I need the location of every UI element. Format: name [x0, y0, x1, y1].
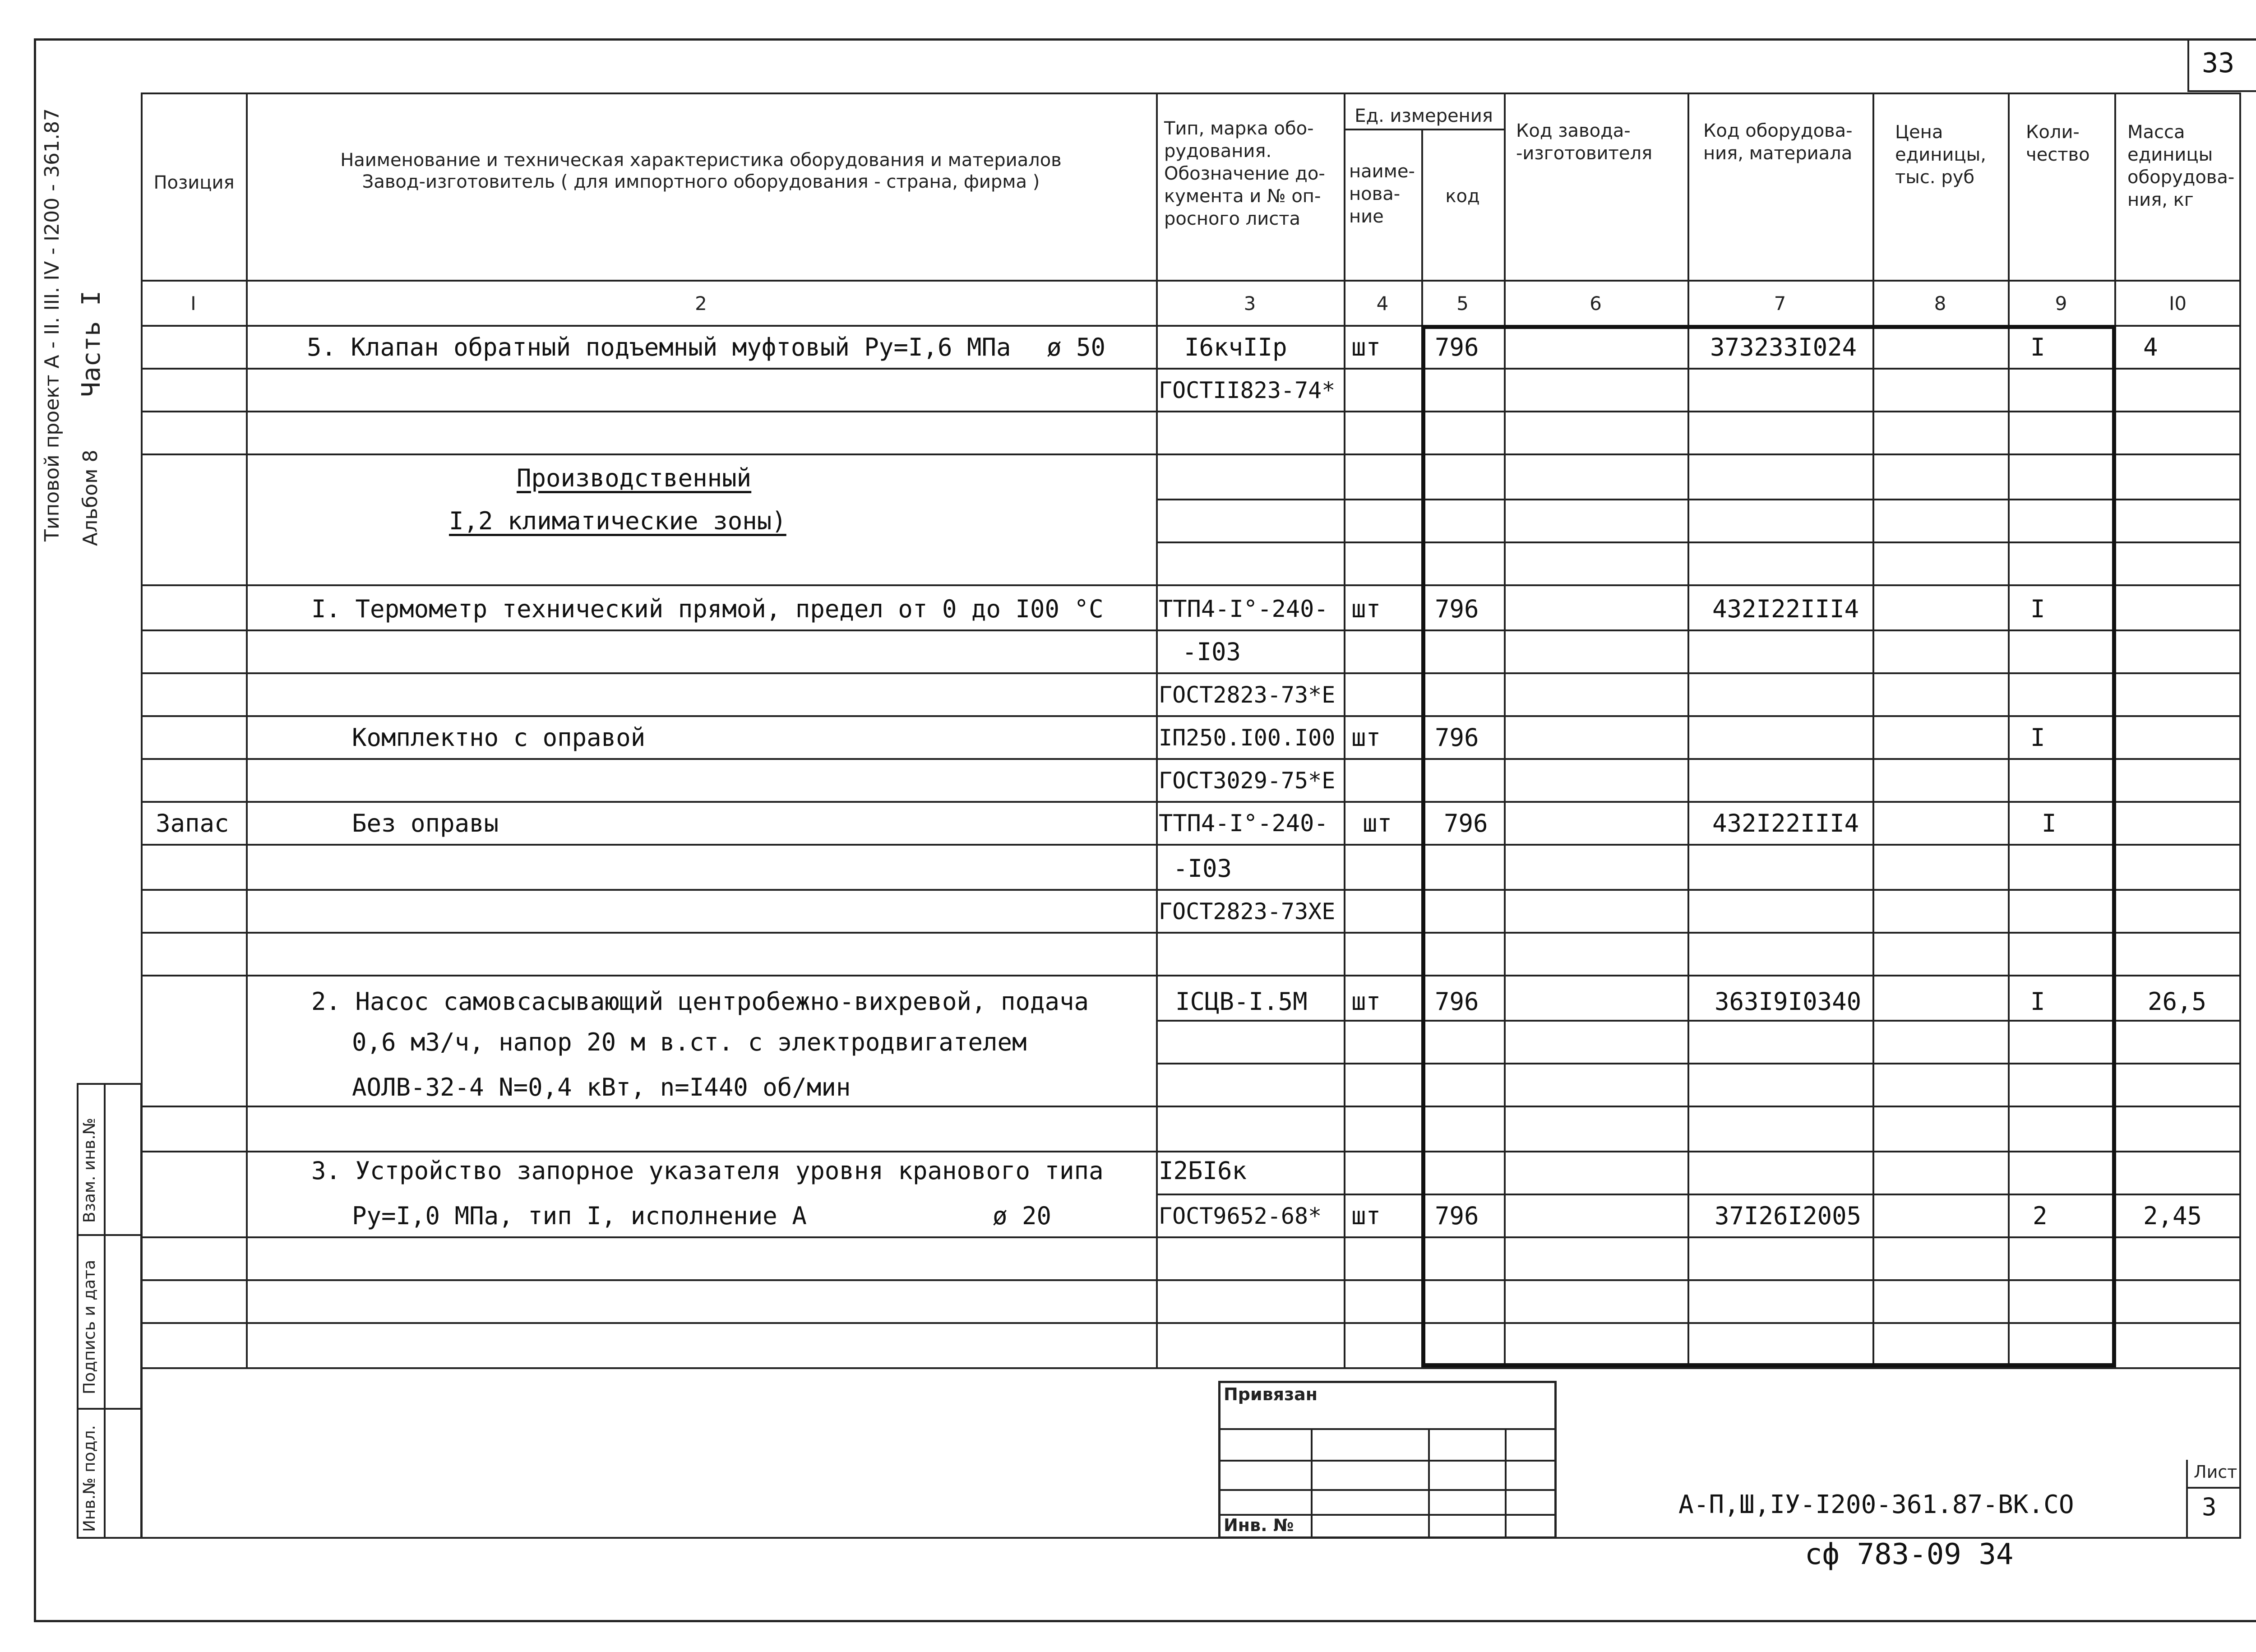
- row-quantity: I: [2042, 809, 2057, 838]
- header-equipment-code: Код оборудова- ния, материала: [1703, 120, 1853, 164]
- column-number: 2: [695, 292, 707, 315]
- column-number: 8: [1934, 292, 1946, 315]
- row-unit-code: 796: [1435, 987, 1479, 1016]
- row-name: 2. Насос самовсасывающий центробежно-вихревой, подача: [311, 987, 1089, 1016]
- row-type: ГОСТII823-74*: [1159, 377, 1336, 403]
- side-inv-label: Инв.№ подл.: [80, 1425, 99, 1532]
- side-ref-inv-label: Взам. инв.№: [80, 1118, 99, 1223]
- row-type: IП250.I00.I00: [1159, 725, 1336, 751]
- row-diameter: ø 50: [1047, 333, 1106, 361]
- header-unit: Ед. измерения: [1355, 106, 1493, 126]
- side-signature-label: Подпись и дата: [80, 1259, 99, 1394]
- row-quantity: I: [2030, 987, 2045, 1016]
- row-type: ТТП4-I°-240-: [1159, 596, 1328, 623]
- bound-label: Привязан: [1224, 1384, 1318, 1404]
- header-price: Цена единицы, тыс. руб: [1895, 122, 1986, 188]
- column-number: 5: [1456, 292, 1469, 315]
- row-type: ГОСТ3029-75*Е: [1159, 768, 1336, 794]
- header-unit-name: наиме- нова- ние: [1349, 161, 1415, 227]
- row-type: -I03: [1182, 638, 1241, 666]
- row-name: 3. Устройство запорное указателя уровня кранового типа: [311, 1157, 1104, 1185]
- header-mass: Масса единицы оборудова- ния, кг: [2127, 122, 2235, 210]
- row-position: Запас: [156, 809, 229, 838]
- section-heading: I,2 климатические зоны): [449, 507, 786, 535]
- header-quantity: Коли- чество: [2026, 122, 2090, 165]
- row-name: 5. Клапан обратный подъемный муфтовый Ру=I,6 МПа: [307, 333, 1011, 361]
- row-type: IСЦВ-I.5М: [1175, 987, 1308, 1016]
- row-name: Ру=I,0 МПа, тип I, исполнение А: [352, 1202, 807, 1230]
- row-unit: шт: [1351, 595, 1381, 623]
- header-position: Позиция: [153, 172, 235, 193]
- row-quantity: 2: [2033, 1202, 2048, 1230]
- row-quantity: I: [2030, 595, 2045, 623]
- section-heading: Производственный: [517, 464, 752, 492]
- row-unit: шт: [1363, 809, 1392, 838]
- sheet-number: 3: [2202, 1493, 2217, 1521]
- side-album-label: Альбом 8: [79, 449, 102, 546]
- row-unit: шт: [1351, 723, 1381, 752]
- row-type: I2БI6к: [1159, 1157, 1247, 1185]
- header-unit-code: код: [1445, 186, 1480, 207]
- column-number: 4: [1376, 292, 1389, 315]
- header-name-line1: Наименование и техническая характеристика оборудования и материалов: [340, 150, 1062, 171]
- row-mass: 4: [2143, 333, 2158, 361]
- row-equipment-code: 373233I024: [1710, 333, 1857, 361]
- row-equipment-code: 432I22III4: [1712, 595, 1859, 623]
- header-factory-code: Код завода- -изготовителя: [1516, 120, 1653, 164]
- row-name: АОЛВ-32-4 N=0,4 кВт, n=I440 об/мин: [352, 1073, 851, 1101]
- column-number: 3: [1244, 292, 1256, 315]
- row-unit-code: 796: [1435, 333, 1479, 361]
- row-mass: 2,45: [2143, 1202, 2202, 1230]
- column-number: 7: [1774, 292, 1786, 315]
- bottom-handwritten-note: сф 783-09 34: [1805, 1538, 2014, 1571]
- row-name: 0,6 м3/ч, напор 20 м в.ст. с электродвигателем: [352, 1028, 1027, 1056]
- row-unit-code: 796: [1444, 809, 1488, 838]
- row-type: -I03: [1173, 854, 1232, 883]
- row-type: ГОСТ2823-73ХЕ: [1159, 898, 1336, 925]
- row-equipment-code: 37I26I2005: [1715, 1202, 1862, 1230]
- row-unit: шт: [1351, 333, 1381, 361]
- row-diameter: ø 20: [993, 1202, 1052, 1230]
- row-name: Без оправы: [352, 809, 499, 838]
- row-unit-code: 796: [1435, 595, 1479, 623]
- row-mass: 26,5: [2148, 987, 2207, 1016]
- row-quantity: I: [2030, 333, 2045, 361]
- row-type: ГОСТ2823-73*Е: [1159, 682, 1336, 708]
- row-unit-code: 796: [1435, 1202, 1479, 1230]
- sheet-label: Лист: [2194, 1462, 2238, 1482]
- document-code: А-П,Ш,IУ-I200-361.87-ВК.СО: [1678, 1490, 2074, 1519]
- side-part-label: Часть I: [77, 290, 106, 397]
- page-number: 33: [2202, 47, 2235, 79]
- column-number: I0: [2168, 292, 2187, 315]
- row-equipment-code: 432I22III4: [1712, 809, 1859, 838]
- stamp-inv-label: Инв. №: [1224, 1515, 1294, 1535]
- row-unit: шт: [1351, 987, 1381, 1016]
- row-equipment-code: 363I9I0340: [1715, 987, 1862, 1016]
- column-number: 9: [2055, 292, 2067, 315]
- column-number: I: [190, 292, 196, 315]
- header-type: Тип, марка обо- рудования. Обозначение до- кумента и № оп- росного листа: [1164, 118, 1325, 229]
- row-name: Комплектно с оправой: [352, 723, 646, 752]
- side-project-title: Типовой проект А - II. III. IV - I200 - 361.87: [41, 108, 64, 541]
- column-number: 6: [1590, 292, 1602, 315]
- row-quantity: I: [2030, 723, 2045, 752]
- row-type: ГОСТ9652-68*: [1159, 1203, 1322, 1229]
- row-type: I6кчIIр: [1184, 333, 1287, 361]
- row-unit-code: 796: [1435, 723, 1479, 752]
- header-name-line2: Завод-изготовитель ( для импортного оборудования - страна, фирма ): [362, 171, 1040, 192]
- row-type: ТТП4-I°-240-: [1159, 810, 1328, 837]
- row-name: I. Термометр технический прямой, предел от 0 до I00 °С: [311, 595, 1104, 623]
- row-unit: шт: [1351, 1202, 1381, 1230]
